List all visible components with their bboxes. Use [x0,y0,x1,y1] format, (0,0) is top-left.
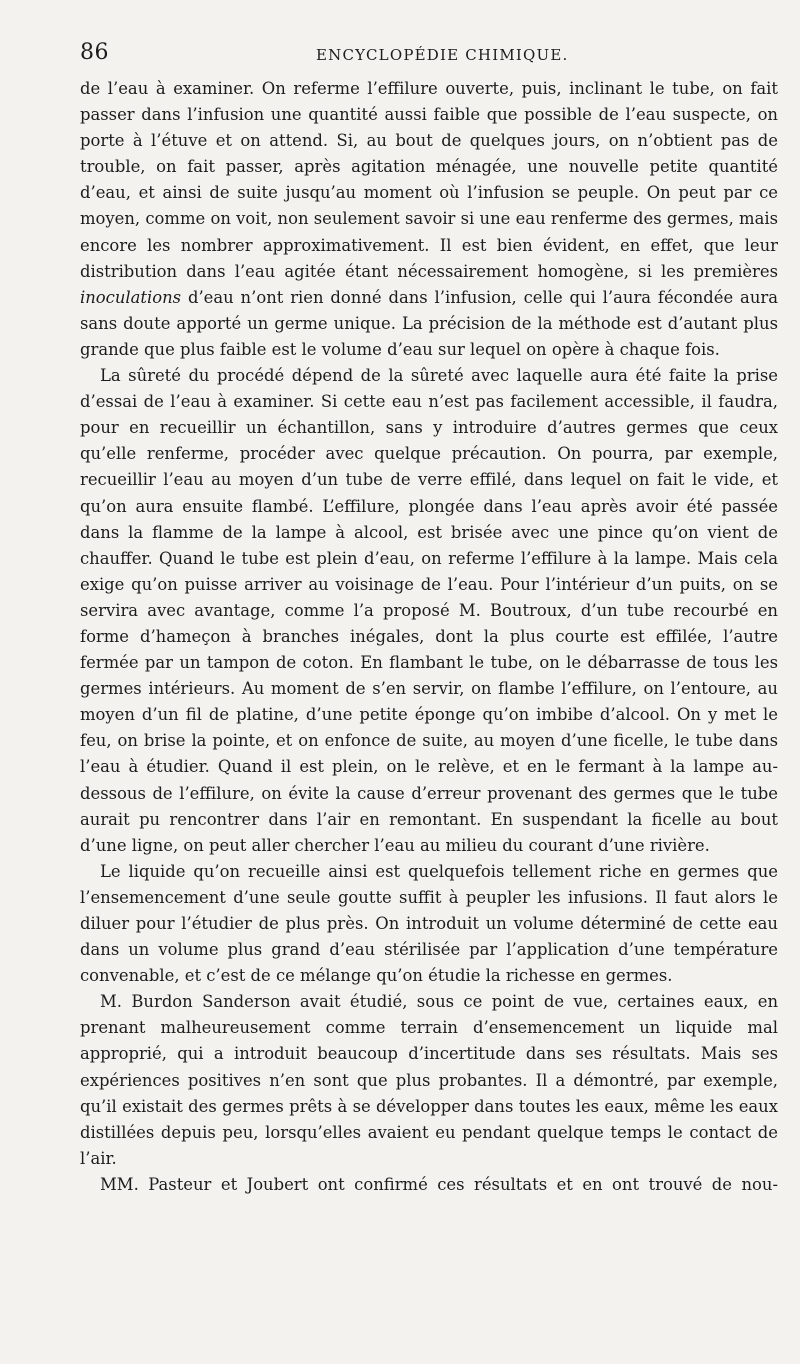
paragraph-continued [80,76,778,363]
running-header [80,36,778,76]
paragraph: La sûreté du procédé dépend de la sûreté avec laquelle aura été faite la prise d’essai de l’eau à examiner. Si cette eau n’est pas facilement accessible, il faudra, pour en recueillir un échantillon, sans y introduire d’autres germes que ceux qu’elle renferme, procéder avec quelque précaution. On pourra, par exemple, recueillir l’eau au moyen d’un tube de verre effilé, dans lequel on fait le vide, et qu’on aura ensuite flambé. L’effilure, plongée dans l’eau après avoir été passée dans la flamme de la lampe à alcool, est brisée avec une pince qu’on vient de chauffer. Quand le tube est plein d’eau, on referme l’effilure à la lampe. Mais cela exige qu’on puisse arriver au voisinage de l’eau. Pour l’intérieur d’un puits, on se servira avec avantage, comme l’a proposé M. Boutroux, d’un tube recourbé en forme d’hameçon à branches inégales, dont la plus courte est effilée, l’autre fermée par un tampon de coton. En flambant le tube, on le débarrasse de tous les germes intérieurs. Au moment de s’en servir, on flambe l’effilure, on l’entoure, au moyen d’un fil de platine, d’une petite éponge qu’on imbibe d’alcool. On y met le feu, on brise la pointe, et on enfonce de suite, au moyen d’une ficelle, le tube dans l’eau à étudier. Quand il est plein, on le relève, et en le fermant à la lampe au-dessous de l’effilure, on évite la cause d’erreur provenant des germes que le tube aurait pu rencontrer dans l’air en remontant. En suspendant la ficelle au bout d’une ligne, on peut aller chercher l’eau au milieu du courant d’une rivière. [80,366,778,855]
paragraph: M. Burdon Sanderson avait étudié, sous ce point de vue, certaines eaux, en prenant malheureusement comme terrain d’ensemencement un liquide mal approprié, qui a introduit beaucoup d’incertitude dans ses résultats. Mais ses expériences positives n’en sont que plus probantes. Il a démontré, par exemple, qu’il existait des germes prêts à se développer dans toutes les eaux, même les eaux distillées depuis peu, lorsqu’elles avaient eu pendant quelque temps le contact de l’air. [80,992,778,1168]
italic-term: inoculations [80,287,182,307]
paragraph: Le liquide qu’on recueille ainsi est quelquefois tellement riche en germes que l’ensemencement d’une seule goutte suffit à peupler les infusions. Il faut alors le diluer pour l’étudier de plus près. On introduit un volume déterminé de cette eau dans un volume plus grand d’eau stérilisée par l’application d’une température convenable, et c’est de ce mélange qu’on étudie la richesse en germes. [80,861,778,986]
paragraph-text: d’eau n’ont rien donné dans l’infusion, celle qui l’aura fécondée aura sans doute apporté un germe unique. La précision de la méthode est d’autant plus grande que plus faible est le volume d’eau sur lequel on opère à chaque fois. [80,287,778,359]
body-text [80,76,778,1198]
running-title: ENCYCLOPÉDIE CHIMIQUE. [316,46,569,64]
paragraph: MM. Pasteur et Joubert ont confirmé ces résultats et en ont trouvé de nou- [100,1174,778,1194]
paragraph-text: de l’eau à examiner. On referme l’effilure ouverte, puis, inclinant le tube, on fait passer dans l’infusion une quantité aussi faible que possible de l’eau suspecte, on porte à l’étuve et on attend. Si, au bout de quelques jours, on n’obtient pas de trouble, on fait passer, après agitation ménagée, une nouvelle petite quantité d’eau, et ainsi de suite jusqu’au moment où l’infusion se peuple. On peut par ce moyen, comme on voit, non seulement savoir si une eau renferme des germes, mais encore les nombrer approximativement. Il est bien évident, en effet, que leur distribution dans l’eau agitée étant nécessairement homogène, si les premières [80,79,778,281]
page-number: 86 [80,40,109,65]
